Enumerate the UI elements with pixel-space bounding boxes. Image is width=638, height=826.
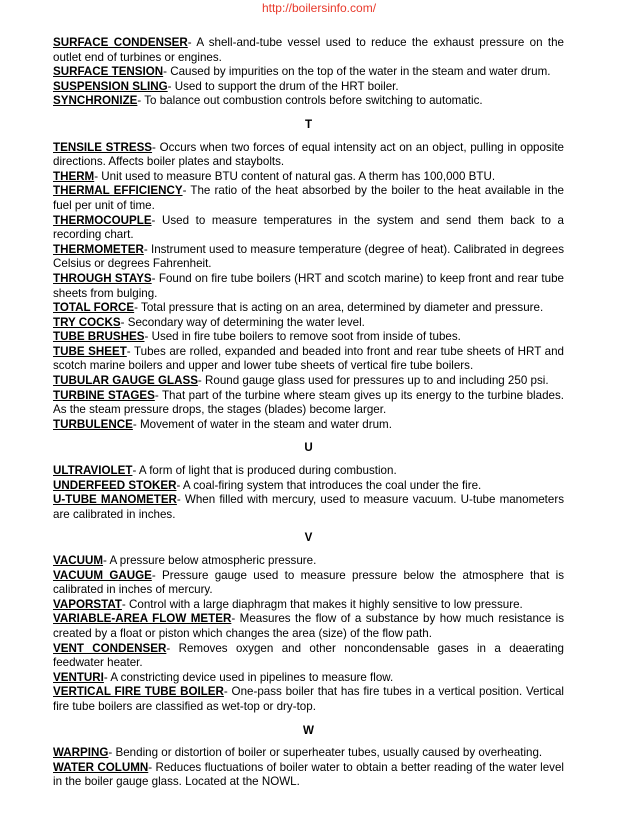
section-letter-heading: T (304, 117, 313, 131)
glossary-definition: - Used to support the drum of the HRT boiler. (167, 79, 399, 93)
glossary-definition: - Control with a large diaphragm that makes it highly sensitive to low pressure. (121, 597, 523, 611)
glossary-entry (53, 479, 564, 494)
glossary-entry (53, 612, 564, 641)
glossary-entry (53, 65, 564, 80)
glossary-term: VACUUM (53, 554, 104, 567)
glossary-definition: - Used to measure temperatures in the system and send them back to a recording chart. (53, 213, 564, 242)
glossary-definition: - Pressure gauge used to measure pressure below the atmosphere that is calibrated in inches of mercury. (53, 568, 564, 597)
glossary-term: WARPING (53, 746, 109, 760)
glossary-term: TUBE SHEET (53, 344, 127, 358)
glossary-definition: - A shell-and-tube vessel used to reduce the exhaust pressure on the outlet end of turbines or engines. (53, 36, 564, 64)
glossary-term: THERMOCOUPLE (53, 213, 152, 227)
glossary-entry (53, 418, 564, 433)
glossary-term: THROUGH STAYS (53, 271, 152, 285)
glossary-definition: - Unit used to measure BTU content of natural gas. A therm has 100,000 BTU. (94, 169, 496, 183)
glossary-entry (53, 330, 564, 345)
glossary-definition: - One-pass boiler that has fire tubes in a vertical position. Vertical fire tube boilers are classified as wet-top or dry-top. (53, 685, 564, 713)
glossary-term: UNDERFEED STOKER (53, 478, 177, 492)
glossary-definition: - Bending or distortion of boiler or superheater tubes, usually caused by overheating. (108, 746, 543, 760)
glossary-term: WATER COLUMN (53, 760, 149, 774)
glossary-entry (53, 598, 564, 613)
glossary-term: U-TUBE MANOMETER (53, 493, 177, 507)
glossary-entry (53, 184, 564, 213)
glossary-entry (53, 272, 564, 301)
glossary-entry (53, 80, 564, 95)
glossary-entry (53, 761, 564, 790)
glossary-entry (53, 374, 564, 389)
glossary-entry (53, 316, 564, 331)
glossary-entry (53, 214, 564, 243)
glossary-definition: - Secondary way of determining the water level. (120, 315, 365, 329)
glossary-entry (53, 642, 564, 671)
glossary-entry (53, 569, 564, 598)
glossary-definition: - When filled with mercury, used to measure vacuum. U-tube manometers are calibrated in inches. (53, 493, 564, 521)
glossary-definition: - Removes oxygen and other noncondensable gases in a deaerating feedwater heater. (53, 641, 564, 670)
glossary-definition: - Found on fire tube boilers (HRT and scotch marine) to keep front and rear tube sheets from bulging. (53, 271, 564, 300)
glossary-definition: - A coal-firing system that introduces the coal under the fire. (176, 478, 482, 492)
source-url[interactable]: http://boilersinfo.com/ (261, 1, 377, 15)
glossary-entry (53, 243, 564, 272)
glossary-definition: - Occurs when two forces of equal intensity act on an object, pulling in opposite directions. Affects boiler plates and staybolts. (53, 140, 564, 169)
glossary-term: ULTRAVIOLET (53, 464, 133, 478)
glossary-entry (53, 389, 564, 418)
glossary-definition: - To balance out combustion controls before switching to automatic. (137, 94, 483, 108)
glossary-definition: - A form of light that is produced during combustion. (132, 464, 397, 478)
section-letter-heading: V (304, 531, 313, 545)
glossary-term: VARIABLE-AREA FLOW METER (53, 612, 232, 626)
glossary-entry (53, 141, 564, 170)
glossary-term: TURBINE STAGES (53, 388, 155, 402)
glossary-entry (53, 301, 564, 316)
glossary-entry (53, 554, 564, 569)
glossary-definition: - Tubes are rolled, expanded and beaded into front and rear tube sheets of HRT and scotch marine boilers and upper and lower tube sheets of vertical fire tube boilers. (53, 344, 564, 373)
glossary-definition: - A pressure below atmospheric pressure. (103, 554, 317, 567)
glossary-term: TUBE BRUSHES (53, 330, 145, 344)
glossary-term: TRY COCKS (53, 315, 121, 329)
glossary-term: SURFACE TENSION (53, 65, 164, 79)
glossary-entry (53, 94, 564, 109)
glossary-term: VERTICAL FIRE TUBE BOILER (53, 685, 224, 699)
section-letter-heading: W (303, 723, 314, 737)
glossary-definition: - Caused by impurities on the top of the water in the steam and water drum. (163, 65, 551, 79)
glossary-term: TENSILE STRESS (53, 140, 153, 154)
glossary-term: TUBULAR GAUGE GLASS (53, 374, 198, 388)
glossary-entry (53, 170, 564, 185)
glossary-definition: - That part of the turbine where steam gives up its energy to the turbine blades. As the steam pressure drops, the stages (blades) become larger. (53, 388, 564, 417)
glossary-term: VENT CONDENSER (53, 641, 167, 655)
glossary-term: THERMAL EFFICIENCY (53, 184, 183, 198)
glossary-term: SYNCHRONIZE (53, 94, 138, 108)
glossary-content (53, 36, 564, 790)
glossary-entry (53, 493, 564, 522)
glossary-entry (53, 464, 564, 479)
glossary-term: THERM (53, 169, 95, 183)
glossary-definition: - A constricting device used in pipelines to measure flow. (103, 670, 394, 684)
glossary-entry (53, 36, 564, 65)
glossary-entry (53, 746, 564, 761)
glossary-definition: - Round gauge glass used for pressures up to and including 250 psi. (197, 374, 549, 388)
glossary-entry (53, 671, 564, 686)
glossary-definition: - Measures the flow of a substance by how much resistance is created by a float or piston which changes the area (size) of the flow path. (53, 612, 565, 640)
glossary-term: TOTAL FORCE (53, 301, 135, 315)
glossary-entry (53, 685, 564, 714)
glossary-term: VENTURI (53, 670, 104, 684)
glossary-definition: - Instrument used to measure temperature (degree of heat). Calibrated in degrees Celsius or degrees Fahrenheit. (53, 242, 564, 271)
glossary-term: TURBULENCE (53, 417, 133, 431)
glossary-term: VAPORSTAT (53, 597, 122, 611)
section-letter-heading: U (304, 441, 313, 455)
glossary-definition: - The ratio of the heat absorbed by the boiler to the heat available in the fuel per unit of time. (53, 184, 564, 212)
glossary-definition: - Used in fire tube boilers to remove soot from inside of tubes. (144, 330, 461, 344)
glossary-definition: - Total pressure that is acting on an area, determined by diameter and pressure. (134, 301, 544, 315)
glossary-term: SUSPENSION SLING (53, 79, 168, 93)
glossary-definition: - Movement of water in the steam and water drum. (132, 417, 392, 431)
glossary-definition: - Reduces fluctuations of boiler water to obtain a better reading of the water level in the boiler gauge glass. Located at the NOWL. (53, 760, 564, 789)
glossary-term: THERMOMETER (53, 242, 144, 256)
glossary-entry (53, 345, 564, 374)
glossary-term: SURFACE CONDENSER (53, 36, 188, 49)
glossary-term: VACUUM GAUGE (53, 568, 152, 582)
